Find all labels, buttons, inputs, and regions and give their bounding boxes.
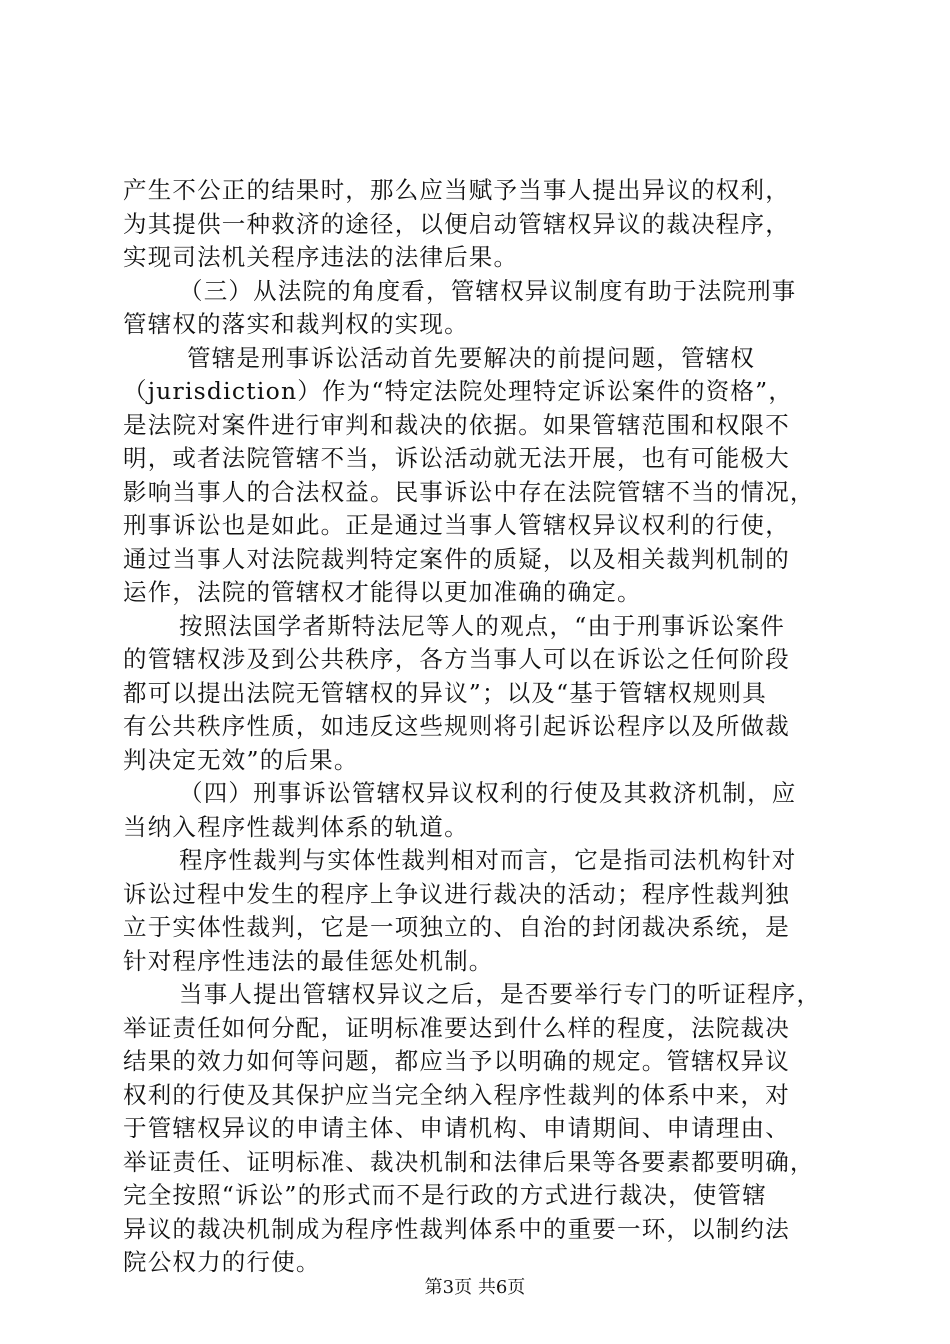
text-line: 按照法国学者斯特法尼等人的观点，“由于刑事诉讼案件 [179,611,786,640]
text-line: 当事人提出管辖权异议之后，是否要举行专门的听证程序， [179,980,822,1008]
text-line: 明，或者法院管辖不当，诉讼活动就无法开展，也有可能极大 [123,444,790,472]
document-body [123,174,835,1280]
text-line: 立于实体性裁判，它是一项独立的、自治的封闭裁决系统，是 [123,913,790,941]
text-line: 刑事诉讼也是如此。正是通过当事人管辖权异议权利的行使， [123,511,790,539]
text-line: 是法院对案件进行审判和裁决的依据。如果管辖范围和权限不 [123,410,790,439]
text-line: 院公权力的行使。 [123,1248,321,1276]
text-line: 举证责任如何分配，证明标准要达到什么样的程度，法院裁决 [123,1013,790,1042]
text-line: 影响当事人的合法权益。民事诉讼中存在法院管辖不当的情况， [123,477,815,506]
text-line: 通过当事人对法院裁判特定案件的质疑，以及相关裁判机制的 [123,544,790,573]
text-line: 于管辖权异议的申请主体、申请机构、申请期间、申请理由、 [123,1114,790,1142]
text-line: 管辖是刑事诉讼活动首先要解决的前提问题，管辖权 [187,343,756,372]
text-line: （四）刑事诉讼管辖权异议权利的行使及其救济机制，应 [179,779,797,807]
text-line: 判决定无效”的后果。 [123,745,359,774]
text-line: 产生不公正的结果时，那么应当赋予当事人提出异议的权利， [123,176,790,204]
text-line: 实现司法机关程序违法的法律后果。 [123,243,519,271]
text-line: 当纳入程序性裁判体系的轨道。 [123,812,469,841]
text-line: 为其提供一种救济的途径，以便启动管辖权异议的裁决程序， [123,209,790,238]
text-line: 诉讼过程中发生的程序上争议进行裁决的活动；程序性裁判独 [123,879,790,908]
text-line: 运作，法院的管辖权才能得以更加准确的确定。 [123,578,642,606]
text-line: 结果的效力如何等问题，都应当予以明确的规定。管辖权异议 [123,1047,790,1075]
text-line: 都可以提出法院无管辖权的异议”；以及“基于管辖权规则具 [123,678,767,707]
text-line: 管辖权的落实和裁判权的实现。 [123,310,469,338]
text-line: （jurisdiction）作为“特定法院处理特定诉讼案件的资格”， [123,377,794,405]
text-line: （三）从法院的角度看，管辖权异议制度有助于法院刑事 [179,276,797,305]
page-footer: 第3页 共6页 [424,1277,526,1298]
text-line: 程序性裁判与实体性裁判相对而言，它是指司法机构针对 [179,846,797,874]
text-line: 举证责任、证明标准、裁决机制和法律后果等各要素都要明确， [123,1147,815,1176]
text-line: 完全按照“诉讼”的形式而不是行政的方式进行裁决，使管辖 [123,1181,767,1209]
text-line: 异议的裁决机制成为程序性裁判体系中的重要一环，以制约法 [123,1214,790,1243]
text-line: 的管辖权涉及到公共秩序，各方当事人可以在诉讼之任何阶段 [123,645,790,673]
text-line: 有公共秩序性质，如违反这些规则将引起诉讼程序以及所做裁 [123,712,790,740]
text-line: 针对程序性违法的最佳惩处机制。 [123,946,494,975]
text-line: 权利的行使及其保护应当完全纳入程序性裁判的体系中来，对 [123,1080,790,1109]
